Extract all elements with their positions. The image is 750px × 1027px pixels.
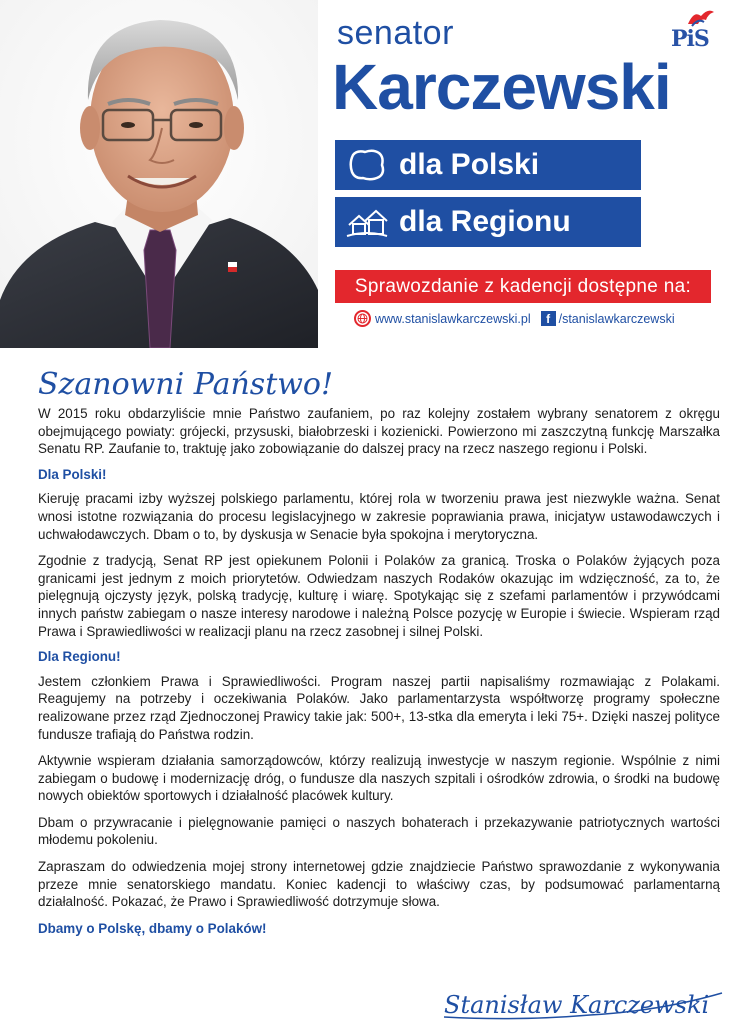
party-logo: [668, 6, 716, 54]
paragraph-senate: Kieruję pracami izby wyższej polskiego parlamentu, której rola w tworzeniu prawa jest niezwykle ważna. Senat wnosi istotne rozwiązania do procesu legislacyjnego w zakresie poprawiania prawa, inicjatyw ustawodawczych i uchwałodawczych. Dbam o to, by dyskusja w Senacie była spokojna i merytoryczna.: [38, 491, 720, 542]
paragraph-polonia: Zgodnie z tradycją, Senat RP jest opiekunem Polonii i Polaków za granicą. Troska o Polaków żyjących poza granicami jest jednym z moich priorytetów. Odwiedzam naszych Rodaków okazując im wdzięczność, za to, że pielęgnują ojczysty język, polską tradycję, kulturę i wiarę. Spotykając się z szefami parlamentów i przywódcami innych państw zabiegam o nasze interesy narodowe i należną Polsce pozycję w Europie i świecie. Wspieram rząd Prawa i Sprawiedliwości w realizacji planu na rzecz zasobnej i silnej Polski.: [38, 553, 720, 639]
salutation: [36, 360, 336, 404]
paragraph-memory: Dbam o przywracanie i pielęgnowanie pamięci o naszych bohaterach i przekazywanie patriotycznych wartości młodemu pokoleniu.: [38, 814, 720, 848]
poland-map-icon: [341, 140, 393, 190]
tag-region: [335, 197, 641, 247]
senator-name: Karczewski: [332, 51, 671, 123]
party-logo-text: PiS: [671, 26, 709, 52]
letter-body: [38, 405, 720, 937]
contact-links: [354, 310, 675, 327]
closing-line: Dbamy o Polskę, dbamy o Polaków!: [38, 920, 267, 936]
signature: [440, 985, 730, 1023]
website-link[interactable]: www.stanislawkarczewski.pl: [375, 311, 531, 326]
tag-poland: [335, 140, 641, 190]
tag-region-label: dla Regionu: [399, 205, 571, 238]
header: [0, 0, 750, 350]
portrait-image: [0, 0, 318, 348]
salutation-text: Szanowni Państwo!: [38, 367, 334, 402]
tag-poland-label: dla Polski: [399, 148, 540, 181]
report-banner: Sprawozdanie z kadencji dostępne na:: [335, 270, 711, 303]
paragraph-intro: W 2015 roku obdarzyliście mnie Państwo zaufaniem, po raz kolejny zostałem wybrany senatorem z okręgu obejmującego powiaty: grójecki, przysuski, białobrzeski i kozienicki. Powierzono mi zaszczytną funkcję Marszałka Senatu RP. Zaufanie to, traktuję jako zobowiązanie do dalszej pracy na rzecz naszego regionu i Polski.: [38, 406, 720, 457]
senator-label: senator: [337, 14, 454, 52]
region-houses-icon: [341, 197, 393, 247]
paragraph-party: Jestem członkiem Prawa i Sprawiedliwości. Program naszej partii napisaliśmy rozmawiając z Polakami. Reagujemy na potrzeby i oczekiwania Polaków. Jako parlamentarzysta współtworzę programy społeczne realizowane przez rząd Zjednoczonej Prawicy takie jak: 500+, 13-stka dla emeryta i leki 75+. Dzięki naszej polityce fundusze trafiają do Państwa rodzin.: [38, 673, 720, 742]
senator-portrait: [0, 0, 318, 348]
paragraph-invitation: Zapraszam do odwiedzenia mojej strony internetowej gdzie znajdziecie Państwo sprawozdanie z wykonywania przeze mnie senatorskiego mandatu. Koniec kadencji to właściwy czas, by podsumować parlamentarną działalność. Pokazać, że Prawo i Sprawiedliwość dotrzymuje słowa.: [38, 859, 720, 910]
facebook-link[interactable]: /stanislawkarczewski: [558, 311, 675, 326]
facebook-icon[interactable]: f: [541, 311, 556, 326]
globe-icon: [354, 310, 371, 327]
salutation-handwriting: [36, 360, 336, 404]
eagle-icon: [686, 6, 716, 28]
paragraph-local-government: Aktywnie wspieram działania samorządowców, którzy realizują inwestycje w naszym regionie. Wspólnie z nimi zabiegam o budowę i modernizację dróg, o fundusze dla naszych szpitali i ośrodków zdrowia, o środki na budowę nowych obiektów sportowych i działalność placówek kultury.: [38, 753, 720, 804]
heading-poland: Dla Polski!: [38, 466, 107, 482]
signature-text: Stanisław Karczewski: [444, 991, 710, 1019]
signature-handwriting: [440, 985, 730, 1023]
heading-region: Dla Regionu!: [38, 649, 121, 665]
